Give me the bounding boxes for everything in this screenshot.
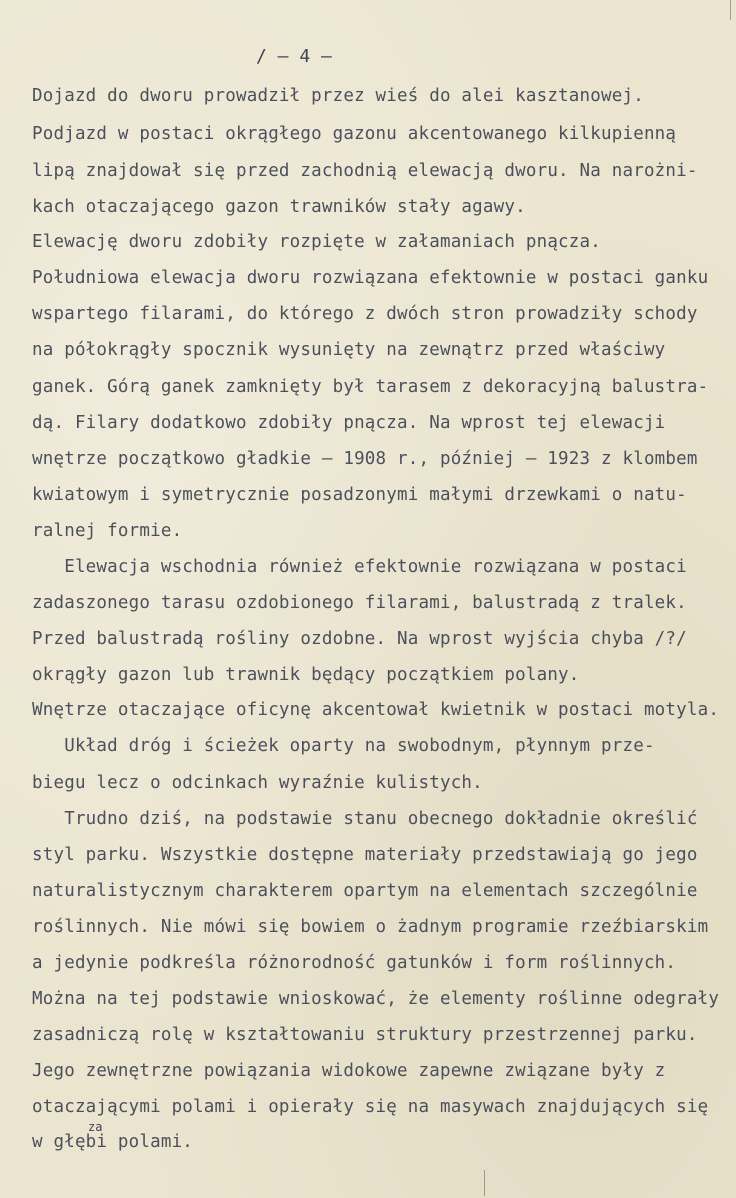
text-line: Południowa elewacja dworu rozwiązana efektownie w postaci ganku	[32, 268, 709, 288]
text-line: a jedynie podkreśla różnorodność gatunków i form roślinnych.	[32, 953, 677, 973]
text-line: lipą znajdował się przed zachodnią elewacją dworu. Na narożni-	[32, 161, 698, 181]
text-line: Dojazd do dworu prowadził przez wieś do alei kasztanowej.	[32, 86, 644, 106]
text-line: biegu lecz o odcinkach wyraźnie kulistych.	[32, 773, 483, 793]
text-line: w głębi polami.	[32, 1132, 194, 1152]
text-line: kach otaczającego gazon trawników stały agawy.	[32, 197, 526, 217]
text-line: Elewacja wschodnia również efektownie rozwiązana w postaci	[32, 557, 687, 577]
text-line: zadaszonego tarasu ozdobionego filarami, balustradą z tralek.	[32, 593, 687, 613]
text-line: na półokrągły spocznik wysunięty na zewnątrz przed właściwy	[32, 340, 666, 360]
text-line: roślinnych. Nie mówi się bowiem o żadnym programie rzeźbiarskim	[32, 917, 709, 937]
page-number: / – 4 –	[256, 46, 332, 67]
text-line: otaczającymi polami i opierały się na masywach znajdujących się	[32, 1097, 709, 1117]
text-line: Wnętrze otaczające oficynę akcentował kwietnik w postaci motyla.	[32, 700, 720, 720]
text-line: dą. Filary dodatkowo zdobiły pnącza. Na wprost tej elewacji	[32, 413, 666, 433]
text-line: wnętrze początkowo gładkie – 1908 r., później – 1923 z klombem	[32, 449, 698, 469]
text-line: styl parku. Wszystkie dostępne materiały przedstawiają go jego	[32, 845, 698, 865]
text-line: Trudno dziś, na podstawie stanu obecnego dokładnie określić	[32, 809, 698, 829]
text-line: Można na tej podstawie wnioskować, że elementy roślinne odegrały	[32, 989, 720, 1009]
text-line: naturalistycznym charakterem opartym na elementach szczególnie	[32, 881, 698, 901]
text-line: Jego zewnętrzne powiązania widokowe zapewne związane były z	[32, 1061, 666, 1081]
inserted-word: za	[88, 1120, 103, 1134]
text-line: zasadniczą rolę w kształtowaniu struktury przestrzennej parku.	[32, 1025, 698, 1045]
text-line: ralnej formie.	[32, 521, 183, 541]
text-line: okrągły gazon lub trawnik będący początkiem polany.	[32, 665, 580, 685]
text-line: wspartego filarami, do którego z dwóch stron prowadziły schody	[32, 304, 698, 324]
text-line: Elewację dworu zdobiły rozpięte w załamaniach pnącza.	[32, 232, 602, 252]
paper-crease-mark	[484, 1170, 485, 1196]
text-line: Podjazd w postaci okrągłego gazonu akcentowanego kilkupienną	[32, 124, 677, 144]
text-line: kwiatowym i symetrycznie posadzonymi małymi drzewkami o natu-	[32, 485, 687, 505]
text-line: Układ dróg i ścieżek oparty na swobodnym, płynnym prze-	[32, 736, 655, 756]
text-line: Przed balustradą rośliny ozdobne. Na wprost wyjścia chyba /?/	[32, 629, 687, 649]
text-line: ganek. Górą ganek zamknięty był tarasem z dekoracyjną balustra-	[32, 377, 709, 397]
page-edge-mark	[730, 0, 731, 20]
